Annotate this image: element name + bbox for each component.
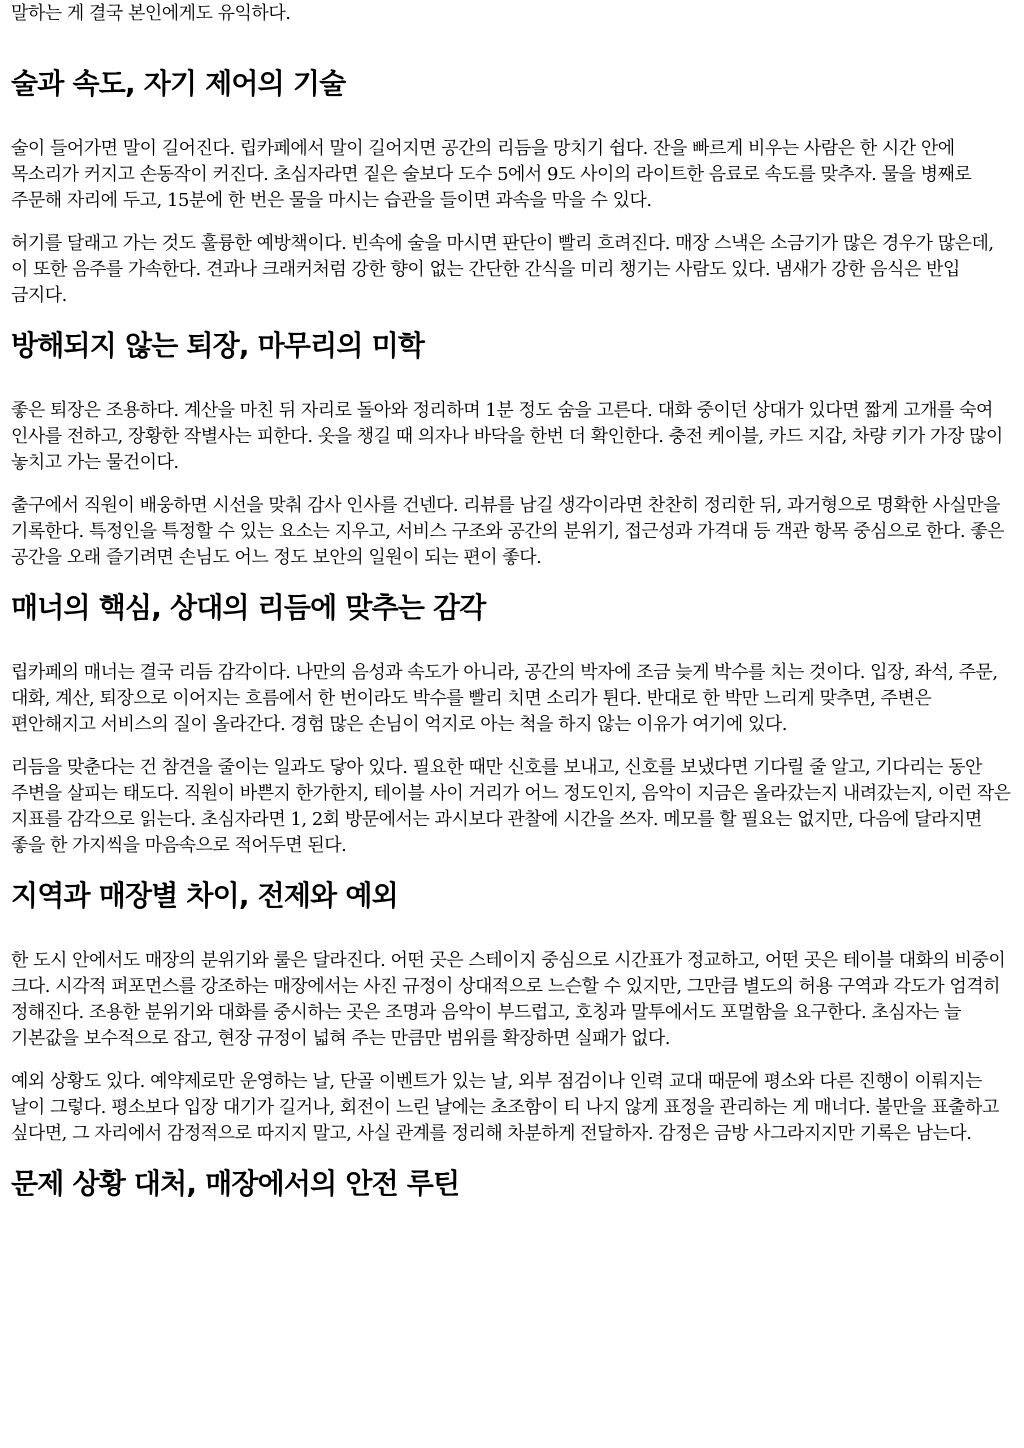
intro-paragraph: 말하는 게 결국 본인에게도 유익하다. bbox=[11, 3, 291, 24]
section-heading-alcohol-speed: 술과 속도, 자기 제어의 기술 bbox=[11, 67, 346, 100]
section-heading-regional-differences: 지역과 매장별 차이, 전제와 예외 bbox=[11, 879, 398, 912]
section-heading-exit: 방해되지 않는 퇴장, 마무리의 미학 bbox=[11, 329, 425, 362]
paragraph-alcohol-speed-2: 허기를 달래고 가는 것도 훌륭한 예방책이다. 빈속에 술을 마시면 판단이 빨리 흐려진다. 매장 스낵은 소금기가 많은 경우가 많은데, 이 또한 음주를 가속한다. 견과나 크래커처럼 강한 향이 없는 간단한 간식을 미리 챙기는 사람도 있다. 냄새가 강한 음식은 반입 금지다. bbox=[11, 233, 994, 306]
paragraph-regional-differences-1: 한 도시 안에서도 매장의 분위기와 룰은 달라진다. 어떤 곳은 스테이지 중심으로 시간표가 정교하고, 어떤 곳은 테이블 대화의 비중이 크다. 시각적 퍼포먼스를 강조하는 매장에서는 사진 규정이 상대적으로 느슨할 수 있지만, 그만큼 별도의 허용 구역과 각도가 엄격히 정해진다. 조용한 분위기와 대화를 중시하는 곳은 조명과 음악이 부드럽고, 호칭과 말투에서도 포멀함을 요구한다. 초심자는 늘 기본값을 보수적으로 잡고, 현장 규정이 넓혀 주는 만큼만 범위를 확장하면 실패가 없다. bbox=[11, 950, 1006, 1049]
article-body bbox=[11, 0, 1013, 1202]
paragraph-manner-rhythm-1: 립카페의 매너는 결국 리듬 감각이다. 나만의 음성과 속도가 아니라, 공간의 박자에 조금 늦게 박수를 치는 것이다. 입장, 좌석, 주문, 대화, 계산, 퇴장으로 이어지는 흐름에서 한 번이라도 박수를 빨리 치면 소리가 튄다. 반대로 한 박만 느리게 맞추면, 주변은 편안해지고 서비스의 질이 올라간다. 경험 많은 손님이 억지로 아는 척을 하지 않는 이유가 여기에 있다. bbox=[11, 662, 998, 735]
paragraph-regional-differences-2: 예외 상황도 있다. 예약제로만 운영하는 날, 단골 이벤트가 있는 날, 외부 점검이나 인력 교대 때문에 평소와 다른 진행이 이뤄지는 날이 그렇다. 평소보다 입장 대기가 길거나, 회전이 느린 날에는 초조함이 티 나지 않게 표정을 관리하는 게 매너다. 불만을 표출하고 싶다면, 그 자리에서 감정적으로 따지지 말고, 사실 관계를 정리해 차분하게 전달하자. 감정은 금방 사그라지지만 기록은 남는다. bbox=[11, 1071, 999, 1144]
paragraph-manner-rhythm-2: 리듬을 맞춘다는 건 참견을 줄이는 일과도 닿아 있다. 필요한 때만 신호를 보내고, 신호를 보냈다면 기다릴 줄 알고, 기다리는 동안 주변을 살피는 태도다. 직원이 바쁜지 한가한지, 테이블 사이 거리가 어느 정도인지, 음악이 지금은 올라갔는지 내려갔는지, 이런 작은 지표를 감각으로 읽는다. 초심자라면 1, 2회 방문에서는 과시보다 관찰에 시간을 쓰자. 메모를 할 필요는 없지만, 다음에 달라지면 좋을 한 가지씩을 마음속으로 적어두면 된다. bbox=[11, 757, 1011, 856]
paragraph-exit-2: 출구에서 직원이 배웅하면 시선을 맞춰 감사 인사를 건넨다. 리뷰를 남길 생각이라면 찬찬히 정리한 뒤, 과거형으로 명확한 사실만을 기록한다. 특정인을 특정할 수 있는 요소는 지우고, 서비스 구조와 공간의 분위기, 접근성과 가격대 등 객관 항목 중심으로 한다. 좋은 공간을 오래 즐기려면 손님도 어느 정도 보안의 일원이 되는 편이 좋다. bbox=[11, 495, 1005, 568]
section-heading-safety-routine: 문제 상황 대처, 매장에서의 안전 루틴 bbox=[11, 1167, 460, 1200]
section-heading-manner-rhythm: 매너의 핵심, 상대의 리듬에 맞추는 감각 bbox=[11, 591, 486, 624]
paragraph-alcohol-speed-1: 술이 들어가면 말이 길어진다. 립카페에서 말이 길어지면 공간의 리듬을 망치기 쉽다. 잔을 빠르게 비우는 사람은 한 시간 안에 목소리가 커지고 손동작이 커진다. 초심자라면 짙은 술보다 도수 5에서 9도 사이의 라이트한 음료로 속도를 맞추자. 물을 병째로 주문해 자리에 두고, 15분에 한 번은 물을 마시는 습관을 들이면 과속을 막을 수 있다. bbox=[11, 138, 972, 211]
paragraph-exit-1: 좋은 퇴장은 조용하다. 계산을 마친 뒤 자리로 돌아와 정리하며 1분 정도 숨을 고른다. 대화 중이던 상대가 있다면 짧게 고개를 숙여 인사를 전하고, 장황한 작별사는 피한다. 옷을 챙길 때 의자나 바닥을 한번 더 확인한다. 충전 케이블, 카드 지갑, 차량 키가 가장 많이 놓치고 가는 물건이다. bbox=[11, 400, 1003, 473]
